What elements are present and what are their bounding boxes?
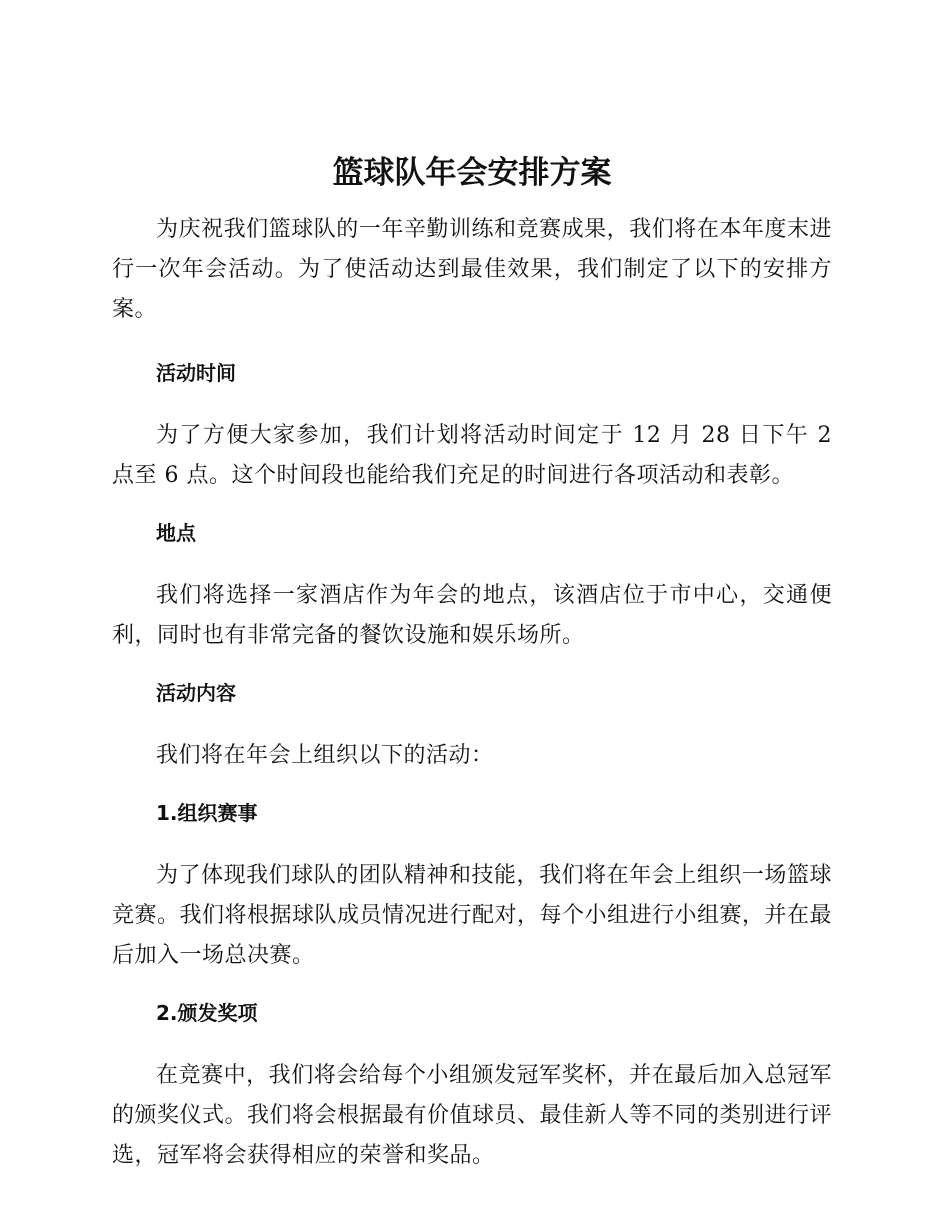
section-heading: 活动时间 — [156, 361, 236, 385]
section-heading: 地点 — [156, 521, 196, 545]
section-activity-content — [112, 680, 832, 776]
intro-paragraph: 为庆祝我们篮球队的一年辛勤训练和竞赛成果，我们将在本年度末进行一次年会活动。为了使活动达到最佳效果，我们制定了以下的安排方案。 — [112, 217, 832, 322]
section-organize-games — [112, 800, 832, 976]
section-body: 我们将选择一家酒店作为年会的地点，该酒店位于市中心，交通便利，同时也有非常完备的餐饮设施和娱乐场所。 — [112, 583, 832, 648]
section-body: 为了体现我们球队的团队精神和技能，我们将在年会上组织一场篮球竞赛。我们将根据球队成员情况进行配对，每个小组进行小组赛，并在最后加入一场总决赛。 — [112, 863, 833, 968]
section-heading: 活动内容 — [156, 681, 236, 705]
section-body: 在竞赛中，我们将会给每个小组颁发冠军奖杯，并在最后加入总冠军的颁奖仪式。我们将会根据最有价值球员、最佳新人等不同的类别进行评选，冠军将会获得相应的荣誉和奖品。 — [112, 1063, 833, 1168]
section-awards — [112, 1000, 832, 1176]
section-activity-time — [112, 360, 832, 496]
section-body: 我们将在年会上组织以下的活动： — [156, 743, 494, 768]
section-heading: 2.颁发奖项 — [156, 1001, 258, 1025]
section-location — [112, 520, 832, 656]
document-page — [112, 150, 832, 1200]
section-heading: 1.组织赛事 — [156, 801, 258, 825]
section-body: 为了方便大家参加，我们计划将活动时间定于 12 月 28 日下午 2 点至 6 点。这个时间段也能给我们充足的时间进行各项活动和表彰。 — [112, 423, 832, 488]
document-title: 篮球队年会安排方案 — [332, 155, 612, 191]
